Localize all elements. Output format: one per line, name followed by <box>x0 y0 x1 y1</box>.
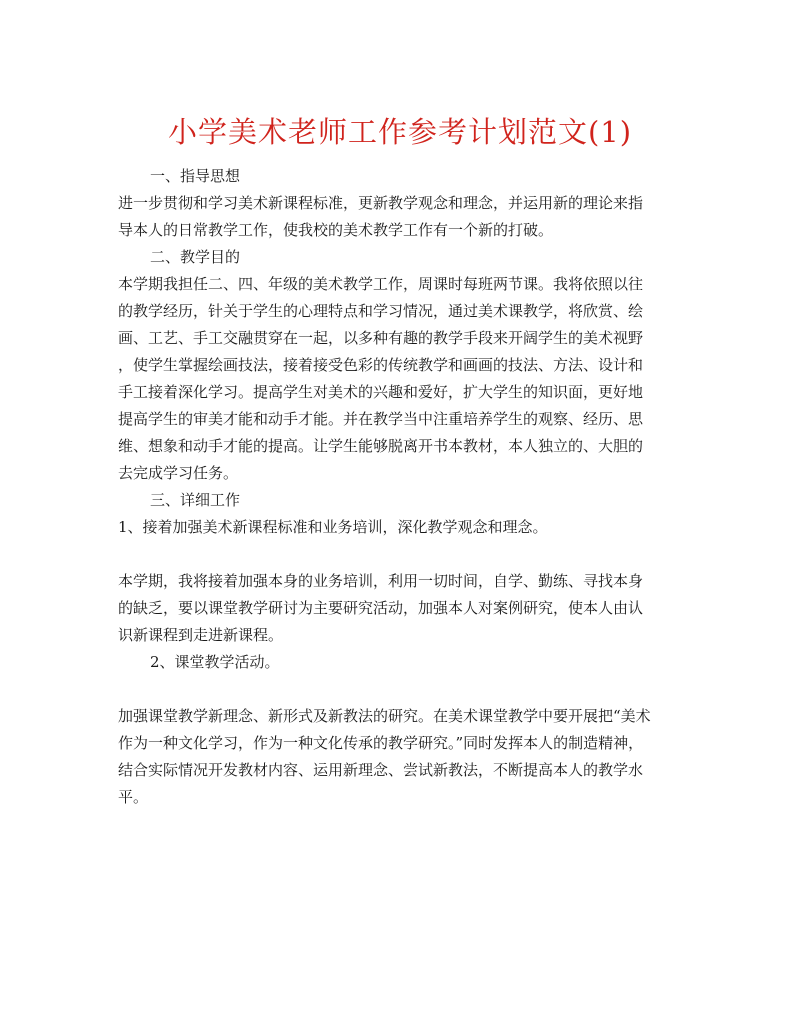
paragraph-line: 的教学经历，针关于学生的心理特点和学习情况，通过美术课教学，将欣赏、绘 <box>118 302 644 320</box>
paragraph-line: 本学期，我将接着加强本身的业务培训，利用一切时间，自学、勤练、寻找本身 <box>118 572 644 590</box>
document-title: 小学美术老师工作参考计划范文(1) <box>167 115 633 149</box>
paragraph-line: 手工接着深化学习。提高学生对美术的兴趣和爱好，扩大学生的知识面，更好地 <box>118 383 644 401</box>
paragraph-line: 导本人的日常教学工作，使我校的美术教学工作有一个新的打破。 <box>118 221 554 239</box>
paragraph-line: 本学期我担任二、四、年级的美术教学工作，周课时每班两节课。我将依照以往 <box>118 275 644 293</box>
paragraph-line: 去完成学习任务。 <box>118 464 239 482</box>
paragraph-line: 结合实际情况开发教材内容、运用新理念、尝试新教法，不断提高本人的教学水 <box>118 761 644 779</box>
paragraph-spacer <box>118 541 683 568</box>
document-body <box>118 163 683 811</box>
paragraph-line: 作为一种文化学习，作为一种文化传承的教学研究。”同时发挥本人的制造精神， <box>118 734 644 752</box>
paragraph-line: 进一步贯彻和学习美术新课程标准，更新教学观念和理念，并运用新的理论来指 <box>118 194 644 212</box>
paragraph-line: 提高学生的审美才能和动手才能。并在教学当中注重培养学生的观察、经历、思 <box>118 410 644 428</box>
paragraph-line: 平。 <box>118 788 149 806</box>
paragraph-line: 识新课程到走进新课程。 <box>118 626 284 644</box>
list-item-2: 2、课堂教学活动。 <box>150 653 280 671</box>
list-item-1: 1、接着加强美术新课程标准和业务培训，深化教学观念和理念。 <box>118 518 548 536</box>
paragraph-line: 加强课堂教学新理念、新形式及新教法的研究。在美术课堂教学中要开展把“美术 <box>118 707 651 725</box>
paragraph-spacer <box>118 676 683 703</box>
section-heading-guiding-thought: 一、指导思想 <box>150 167 241 185</box>
paragraph-line: 维、想象和动手才能的提高。让学生能够脱离开书本教材，本人独立的、大胆的 <box>118 437 644 455</box>
paragraph-line: 画、工艺、手工交融贯穿在一起，以多种有趣的教学手段来开阔学生的美术视野 <box>118 329 644 347</box>
paragraph-line: ，使学生掌握绘画技法，接着接受色彩的传统教学和画画的技法、方法、设计和 <box>118 356 644 374</box>
section-heading-detailed-work: 三、详细工作 <box>150 491 241 509</box>
paragraph-line: 的缺乏，要以课堂教学研讨为主要研究活动，加强本人对案例研究，使本人由认 <box>118 599 644 617</box>
section-heading-teaching-goal: 二、教学目的 <box>150 248 241 266</box>
